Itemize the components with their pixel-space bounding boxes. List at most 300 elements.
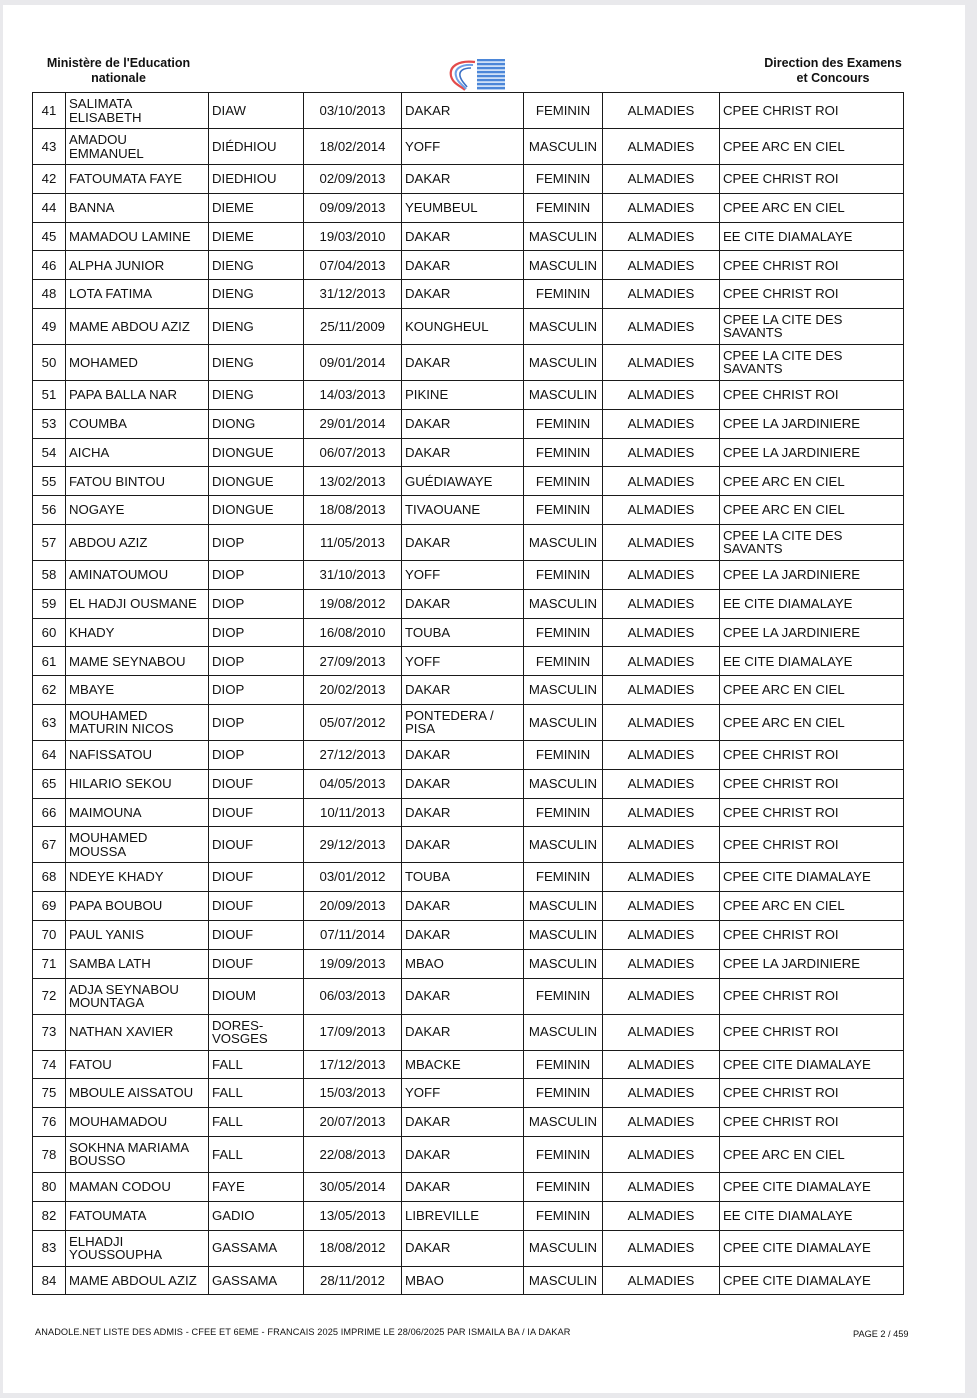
row-number: 58 bbox=[33, 560, 66, 589]
school-cell: CPEE LA JARDINIERE bbox=[720, 618, 904, 647]
birth-place-cell: YOFF bbox=[402, 1079, 524, 1108]
birth-date-cell: 13/05/2013 bbox=[304, 1201, 402, 1230]
table-row bbox=[33, 438, 904, 467]
table-row bbox=[33, 1201, 904, 1230]
last-name-cell: FAYE bbox=[209, 1172, 304, 1201]
birth-date-cell: 10/11/2013 bbox=[304, 798, 402, 827]
school-cell: EE CITE DIAMALAYE bbox=[720, 589, 904, 618]
birth-date-cell: 18/02/2014 bbox=[304, 129, 402, 165]
table-row bbox=[33, 251, 904, 280]
row-number: 83 bbox=[33, 1230, 66, 1266]
table-row bbox=[33, 93, 904, 129]
table-row bbox=[33, 193, 904, 222]
last-name-cell: DIOUF bbox=[209, 769, 304, 798]
school-cell: CPEE CHRIST ROI bbox=[720, 920, 904, 949]
birth-date-cell: 09/01/2014 bbox=[304, 344, 402, 380]
birth-place-cell: DAKAR bbox=[402, 589, 524, 618]
table-row bbox=[33, 1136, 904, 1172]
table-row bbox=[33, 827, 904, 863]
school-cell: CPEE ARC EN CIEL bbox=[720, 496, 904, 525]
birth-date-cell: 31/12/2013 bbox=[304, 280, 402, 309]
table-row bbox=[33, 1079, 904, 1108]
birth-place-cell: LIBREVILLE bbox=[402, 1201, 524, 1230]
birth-place-cell: YEUMBEUL bbox=[402, 193, 524, 222]
row-number: 75 bbox=[33, 1079, 66, 1108]
center-cell: ALMADIES bbox=[603, 193, 720, 222]
row-number: 42 bbox=[33, 165, 66, 194]
sex-cell: MASCULIN bbox=[524, 1230, 603, 1266]
sex-cell: FEMININ bbox=[524, 798, 603, 827]
sex-cell: MASCULIN bbox=[524, 949, 603, 978]
last-name-cell: DIOUF bbox=[209, 863, 304, 892]
center-cell: ALMADIES bbox=[603, 380, 720, 409]
center-cell: ALMADIES bbox=[603, 1266, 720, 1295]
birth-place-cell: DAKAR bbox=[402, 920, 524, 949]
last-name-cell: DIOP bbox=[209, 704, 304, 740]
ministry-name-line2: nationale bbox=[91, 71, 146, 85]
center-cell: ALMADIES bbox=[603, 827, 720, 863]
birth-date-cell: 20/09/2013 bbox=[304, 892, 402, 921]
row-number: 64 bbox=[33, 740, 66, 769]
sex-cell: FEMININ bbox=[524, 560, 603, 589]
center-cell: ALMADIES bbox=[603, 1230, 720, 1266]
first-name-cell: PAPA BOUBOU bbox=[66, 892, 209, 921]
birth-place-cell: MBAO bbox=[402, 949, 524, 978]
sex-cell: FEMININ bbox=[524, 93, 603, 129]
last-name-cell: DIAW bbox=[209, 93, 304, 129]
center-cell: ALMADIES bbox=[603, 308, 720, 344]
school-cell: CPEE ARC EN CIEL bbox=[720, 467, 904, 496]
birth-place-cell: YOFF bbox=[402, 129, 524, 165]
first-name-cell: SALIMATA ELISABETH bbox=[66, 93, 209, 129]
school-cell: CPEE ARC EN CIEL bbox=[720, 704, 904, 740]
last-name-cell: DIEME bbox=[209, 193, 304, 222]
center-cell: ALMADIES bbox=[603, 496, 720, 525]
center-cell: ALMADIES bbox=[603, 560, 720, 589]
birth-place-cell: MBAO bbox=[402, 1266, 524, 1295]
center-cell: ALMADIES bbox=[603, 409, 720, 438]
last-name-cell: DIOP bbox=[209, 740, 304, 769]
table-row bbox=[33, 798, 904, 827]
first-name-cell: FATOU bbox=[66, 1050, 209, 1079]
row-number: 69 bbox=[33, 892, 66, 921]
center-cell: ALMADIES bbox=[603, 1108, 720, 1137]
first-name-cell: MAME ABDOUL AZIZ bbox=[66, 1266, 209, 1295]
row-number: 54 bbox=[33, 438, 66, 467]
school-cell: CPEE ARC EN CIEL bbox=[720, 129, 904, 165]
school-cell: CPEE ARC EN CIEL bbox=[720, 193, 904, 222]
birth-date-cell: 20/02/2013 bbox=[304, 676, 402, 705]
row-number: 72 bbox=[33, 978, 66, 1014]
table-row bbox=[33, 344, 904, 380]
birth-date-cell: 27/12/2013 bbox=[304, 740, 402, 769]
birth-date-cell: 19/09/2013 bbox=[304, 949, 402, 978]
birth-place-cell: DAKAR bbox=[402, 1014, 524, 1050]
center-cell: ALMADIES bbox=[603, 647, 720, 676]
sex-cell: FEMININ bbox=[524, 1201, 603, 1230]
sex-cell: FEMININ bbox=[524, 496, 603, 525]
center-cell: ALMADIES bbox=[603, 704, 720, 740]
row-number: 60 bbox=[33, 618, 66, 647]
center-cell: ALMADIES bbox=[603, 892, 720, 921]
table-row bbox=[33, 496, 904, 525]
table-row bbox=[33, 467, 904, 496]
last-name-cell: DIENG bbox=[209, 280, 304, 309]
birth-date-cell: 30/05/2014 bbox=[304, 1172, 402, 1201]
birth-date-cell: 06/07/2013 bbox=[304, 438, 402, 467]
ministry-logo bbox=[441, 56, 507, 92]
center-cell: ALMADIES bbox=[603, 344, 720, 380]
first-name-cell: FATOUMATA bbox=[66, 1201, 209, 1230]
school-cell: EE CITE DIAMALAYE bbox=[720, 647, 904, 676]
last-name-cell: DIÉDHIOU bbox=[209, 129, 304, 165]
sex-cell: FEMININ bbox=[524, 1050, 603, 1079]
center-cell: ALMADIES bbox=[603, 1201, 720, 1230]
birth-place-cell: TOUBA bbox=[402, 618, 524, 647]
first-name-cell: MAMADOU LAMINE bbox=[66, 222, 209, 251]
sex-cell: FEMININ bbox=[524, 165, 603, 194]
birth-place-cell: DAKAR bbox=[402, 1108, 524, 1137]
sex-cell: MASCULIN bbox=[524, 251, 603, 280]
school-cell: CPEE ARC EN CIEL bbox=[720, 892, 904, 921]
table-body bbox=[33, 93, 904, 1295]
birth-date-cell: 18/08/2013 bbox=[304, 496, 402, 525]
center-cell: ALMADIES bbox=[603, 467, 720, 496]
birth-place-cell: DAKAR bbox=[402, 93, 524, 129]
first-name-cell: ABDOU AZIZ bbox=[66, 524, 209, 560]
sex-cell: FEMININ bbox=[524, 193, 603, 222]
center-cell: ALMADIES bbox=[603, 93, 720, 129]
school-cell: CPEE CITE DIAMALAYE bbox=[720, 1050, 904, 1079]
last-name-cell: DIEDHIOU bbox=[209, 165, 304, 194]
center-cell: ALMADIES bbox=[603, 165, 720, 194]
last-name-cell: FALL bbox=[209, 1136, 304, 1172]
school-cell: CPEE CHRIST ROI bbox=[720, 798, 904, 827]
birth-date-cell: 25/11/2009 bbox=[304, 308, 402, 344]
first-name-cell: FATOUMATA FAYE bbox=[66, 165, 209, 194]
last-name-cell: DIOUM bbox=[209, 978, 304, 1014]
birth-place-cell: DAKAR bbox=[402, 222, 524, 251]
last-name-cell: DIENG bbox=[209, 344, 304, 380]
birth-place-cell: DAKAR bbox=[402, 280, 524, 309]
sex-cell: MASCULIN bbox=[524, 380, 603, 409]
school-cell: CPEE LA CITE DES SAVANTS bbox=[720, 524, 904, 560]
birth-date-cell: 28/11/2012 bbox=[304, 1266, 402, 1295]
birth-place-cell: PIKINE bbox=[402, 380, 524, 409]
birth-date-cell: 02/09/2013 bbox=[304, 165, 402, 194]
birth-place-cell: DAKAR bbox=[402, 892, 524, 921]
last-name-cell: DIOUF bbox=[209, 892, 304, 921]
first-name-cell: PAPA BALLA NAR bbox=[66, 380, 209, 409]
center-cell: ALMADIES bbox=[603, 1050, 720, 1079]
table-row bbox=[33, 1014, 904, 1050]
table-row bbox=[33, 308, 904, 344]
center-cell: ALMADIES bbox=[603, 1079, 720, 1108]
birth-place-cell: DAKAR bbox=[402, 1172, 524, 1201]
center-cell: ALMADIES bbox=[603, 589, 720, 618]
first-name-cell: MBAYE bbox=[66, 676, 209, 705]
table-row bbox=[33, 1172, 904, 1201]
first-name-cell: MOUHAMED MOUSSA bbox=[66, 827, 209, 863]
center-cell: ALMADIES bbox=[603, 1014, 720, 1050]
row-number: 45 bbox=[33, 222, 66, 251]
row-number: 76 bbox=[33, 1108, 66, 1137]
last-name-cell: DIENG bbox=[209, 308, 304, 344]
table-row bbox=[33, 920, 904, 949]
sex-cell: MASCULIN bbox=[524, 769, 603, 798]
first-name-cell: MOUHAMADOU bbox=[66, 1108, 209, 1137]
birth-date-cell: 19/03/2010 bbox=[304, 222, 402, 251]
school-cell: CPEE CHRIST ROI bbox=[720, 740, 904, 769]
table-row bbox=[33, 1108, 904, 1137]
birth-date-cell: 20/07/2013 bbox=[304, 1108, 402, 1137]
sex-cell: MASCULIN bbox=[524, 1108, 603, 1137]
table-row bbox=[33, 949, 904, 978]
school-cell: CPEE CITE DIAMALAYE bbox=[720, 1266, 904, 1295]
last-name-cell: GASSAMA bbox=[209, 1230, 304, 1266]
sex-cell: FEMININ bbox=[524, 467, 603, 496]
school-cell: CPEE ARC EN CIEL bbox=[720, 1136, 904, 1172]
last-name-cell: DIENG bbox=[209, 380, 304, 409]
row-number: 59 bbox=[33, 589, 66, 618]
row-number: 82 bbox=[33, 1201, 66, 1230]
school-cell: CPEE CHRIST ROI bbox=[720, 93, 904, 129]
school-cell: CPEE LA JARDINIERE bbox=[720, 438, 904, 467]
first-name-cell: BANNA bbox=[66, 193, 209, 222]
row-number: 41 bbox=[33, 93, 66, 129]
row-number: 62 bbox=[33, 676, 66, 705]
school-cell: CPEE CHRIST ROI bbox=[720, 251, 904, 280]
sex-cell: MASCULIN bbox=[524, 589, 603, 618]
row-number: 61 bbox=[33, 647, 66, 676]
sex-cell: MASCULIN bbox=[524, 129, 603, 165]
direction-name-line1: Direction des Examens bbox=[764, 56, 902, 70]
first-name-cell: MBOULE AISSATOU bbox=[66, 1079, 209, 1108]
birth-date-cell: 03/01/2012 bbox=[304, 863, 402, 892]
first-name-cell: KHADY bbox=[66, 618, 209, 647]
birth-date-cell: 17/12/2013 bbox=[304, 1050, 402, 1079]
school-cell: CPEE CITE DIAMALAYE bbox=[720, 1230, 904, 1266]
first-name-cell: MAME SEYNABOU bbox=[66, 647, 209, 676]
center-cell: ALMADIES bbox=[603, 676, 720, 705]
birth-date-cell: 17/09/2013 bbox=[304, 1014, 402, 1050]
first-name-cell: MOHAMED bbox=[66, 344, 209, 380]
school-cell: CPEE LA CITE DES SAVANTS bbox=[720, 308, 904, 344]
center-cell: ALMADIES bbox=[603, 524, 720, 560]
first-name-cell: COUMBA bbox=[66, 409, 209, 438]
ministry-header bbox=[36, 56, 201, 86]
school-cell: CPEE CHRIST ROI bbox=[720, 1014, 904, 1050]
last-name-cell: DIOP bbox=[209, 618, 304, 647]
last-name-cell: DORES-VOSGES bbox=[209, 1014, 304, 1050]
birth-place-cell: DAKAR bbox=[402, 769, 524, 798]
birth-place-cell: DAKAR bbox=[402, 409, 524, 438]
row-number: 51 bbox=[33, 380, 66, 409]
admitted-list-table bbox=[32, 92, 904, 1295]
center-cell: ALMADIES bbox=[603, 1136, 720, 1172]
birth-date-cell: 15/03/2013 bbox=[304, 1079, 402, 1108]
birth-place-cell: DAKAR bbox=[402, 676, 524, 705]
sex-cell: FEMININ bbox=[524, 1136, 603, 1172]
school-cell: CPEE CHRIST ROI bbox=[720, 978, 904, 1014]
row-number: 48 bbox=[33, 280, 66, 309]
table-row bbox=[33, 589, 904, 618]
birth-date-cell: 19/08/2012 bbox=[304, 589, 402, 618]
birth-place-cell: TOUBA bbox=[402, 863, 524, 892]
birth-place-cell: MBACKE bbox=[402, 1050, 524, 1079]
first-name-cell: LOTA FATIMA bbox=[66, 280, 209, 309]
birth-date-cell: 31/10/2013 bbox=[304, 560, 402, 589]
birth-date-cell: 22/08/2013 bbox=[304, 1136, 402, 1172]
sex-cell: FEMININ bbox=[524, 618, 603, 647]
birth-date-cell: 14/03/2013 bbox=[304, 380, 402, 409]
sex-cell: FEMININ bbox=[524, 740, 603, 769]
birth-date-cell: 18/08/2012 bbox=[304, 1230, 402, 1266]
row-number: 67 bbox=[33, 827, 66, 863]
sex-cell: FEMININ bbox=[524, 280, 603, 309]
center-cell: ALMADIES bbox=[603, 863, 720, 892]
birth-place-cell: DAKAR bbox=[402, 524, 524, 560]
school-cell: CPEE LA JARDINIERE bbox=[720, 949, 904, 978]
center-cell: ALMADIES bbox=[603, 129, 720, 165]
school-cell: CPEE LA JARDINIERE bbox=[720, 409, 904, 438]
first-name-cell: AMADOU EMMANUEL bbox=[66, 129, 209, 165]
last-name-cell: DIONGUE bbox=[209, 496, 304, 525]
center-cell: ALMADIES bbox=[603, 438, 720, 467]
last-name-cell: DIOUF bbox=[209, 827, 304, 863]
birth-date-cell: 06/03/2013 bbox=[304, 978, 402, 1014]
center-cell: ALMADIES bbox=[603, 949, 720, 978]
row-number: 80 bbox=[33, 1172, 66, 1201]
table-row bbox=[33, 618, 904, 647]
sex-cell: FEMININ bbox=[524, 409, 603, 438]
school-cell: EE CITE DIAMALAYE bbox=[720, 222, 904, 251]
sex-cell: MASCULIN bbox=[524, 1266, 603, 1295]
table-row bbox=[33, 863, 904, 892]
last-name-cell: DIENG bbox=[209, 251, 304, 280]
first-name-cell: NOGAYE bbox=[66, 496, 209, 525]
last-name-cell: FALL bbox=[209, 1108, 304, 1137]
center-cell: ALMADIES bbox=[603, 222, 720, 251]
first-name-cell: NDEYE KHADY bbox=[66, 863, 209, 892]
birth-place-cell: DAKAR bbox=[402, 344, 524, 380]
school-cell: CPEE LA CITE DES SAVANTS bbox=[720, 344, 904, 380]
row-number: 71 bbox=[33, 949, 66, 978]
first-name-cell: ADJA SEYNABOU MOUNTAGA bbox=[66, 978, 209, 1014]
school-cell: CPEE CHRIST ROI bbox=[720, 280, 904, 309]
birth-place-cell: PONTEDERA / PISA bbox=[402, 704, 524, 740]
sex-cell: FEMININ bbox=[524, 863, 603, 892]
birth-place-cell: DAKAR bbox=[402, 438, 524, 467]
last-name-cell: DIOP bbox=[209, 524, 304, 560]
row-number: 50 bbox=[33, 344, 66, 380]
row-number: 74 bbox=[33, 1050, 66, 1079]
table-row bbox=[33, 704, 904, 740]
birth-place-cell: DAKAR bbox=[402, 798, 524, 827]
table-row bbox=[33, 560, 904, 589]
birth-date-cell: 04/05/2013 bbox=[304, 769, 402, 798]
birth-place-cell: YOFF bbox=[402, 560, 524, 589]
center-cell: ALMADIES bbox=[603, 280, 720, 309]
last-name-cell: DIOP bbox=[209, 560, 304, 589]
birth-place-cell: DAKAR bbox=[402, 740, 524, 769]
table-row bbox=[33, 280, 904, 309]
last-name-cell: GASSAMA bbox=[209, 1266, 304, 1295]
table-row bbox=[33, 380, 904, 409]
row-number: 65 bbox=[33, 769, 66, 798]
first-name-cell: AICHA bbox=[66, 438, 209, 467]
table-row bbox=[33, 740, 904, 769]
row-number: 44 bbox=[33, 193, 66, 222]
birth-date-cell: 07/04/2013 bbox=[304, 251, 402, 280]
table-row bbox=[33, 1230, 904, 1266]
last-name-cell: FALL bbox=[209, 1050, 304, 1079]
first-name-cell: PAUL YANIS bbox=[66, 920, 209, 949]
school-cell: CPEE CHRIST ROI bbox=[720, 1079, 904, 1108]
first-name-cell: HILARIO SEKOU bbox=[66, 769, 209, 798]
row-number: 43 bbox=[33, 129, 66, 165]
birth-date-cell: 09/09/2013 bbox=[304, 193, 402, 222]
last-name-cell: DIOP bbox=[209, 589, 304, 618]
table-row bbox=[33, 409, 904, 438]
table-row bbox=[33, 165, 904, 194]
first-name-cell: FATOU BINTOU bbox=[66, 467, 209, 496]
row-number: 73 bbox=[33, 1014, 66, 1050]
row-number: 53 bbox=[33, 409, 66, 438]
footer-page-number: PAGE 2 / 459 bbox=[853, 1329, 909, 1339]
birth-date-cell: 05/07/2012 bbox=[304, 704, 402, 740]
first-name-cell: SOKHNA MARIAMA BOUSSO bbox=[66, 1136, 209, 1172]
birth-date-cell: 13/02/2013 bbox=[304, 467, 402, 496]
school-cell: CPEE CHRIST ROI bbox=[720, 1108, 904, 1137]
table-row bbox=[33, 1050, 904, 1079]
row-number: 68 bbox=[33, 863, 66, 892]
sex-cell: FEMININ bbox=[524, 1079, 603, 1108]
birth-date-cell: 03/10/2013 bbox=[304, 93, 402, 129]
row-number: 63 bbox=[33, 704, 66, 740]
first-name-cell: NATHAN XAVIER bbox=[66, 1014, 209, 1050]
table-row bbox=[33, 524, 904, 560]
first-name-cell: MAIMOUNA bbox=[66, 798, 209, 827]
sex-cell: MASCULIN bbox=[524, 344, 603, 380]
table-row bbox=[33, 676, 904, 705]
school-cell: CPEE CHRIST ROI bbox=[720, 827, 904, 863]
first-name-cell: ELHADJI YOUSSOUPHA bbox=[66, 1230, 209, 1266]
school-cell: CPEE CHRIST ROI bbox=[720, 165, 904, 194]
table-row bbox=[33, 1266, 904, 1295]
direction-name-line2: et Concours bbox=[796, 71, 870, 85]
sex-cell: MASCULIN bbox=[524, 704, 603, 740]
center-cell: ALMADIES bbox=[603, 978, 720, 1014]
footer-print-info: ANADOLE.NET LISTE DES ADMIS - CFEE ET 6EME - FRANCAIS 2025 IMPRIME LE 28/06/2025 PAR ISMAILA BA / IA DAKAR bbox=[35, 1327, 571, 1337]
first-name-cell: MAME ABDOU AZIZ bbox=[66, 308, 209, 344]
sex-cell: MASCULIN bbox=[524, 1014, 603, 1050]
birth-date-cell: 16/08/2010 bbox=[304, 618, 402, 647]
table-row bbox=[33, 769, 904, 798]
last-name-cell: FALL bbox=[209, 1079, 304, 1108]
sex-cell: FEMININ bbox=[524, 1172, 603, 1201]
row-number: 84 bbox=[33, 1266, 66, 1295]
first-name-cell: ALPHA JUNIOR bbox=[66, 251, 209, 280]
sex-cell: MASCULIN bbox=[524, 892, 603, 921]
center-cell: ALMADIES bbox=[603, 769, 720, 798]
first-name-cell: EL HADJI OUSMANE bbox=[66, 589, 209, 618]
school-cell: CPEE CITE DIAMALAYE bbox=[720, 863, 904, 892]
last-name-cell: GADIO bbox=[209, 1201, 304, 1230]
center-cell: ALMADIES bbox=[603, 251, 720, 280]
birth-date-cell: 29/12/2013 bbox=[304, 827, 402, 863]
table-row bbox=[33, 892, 904, 921]
